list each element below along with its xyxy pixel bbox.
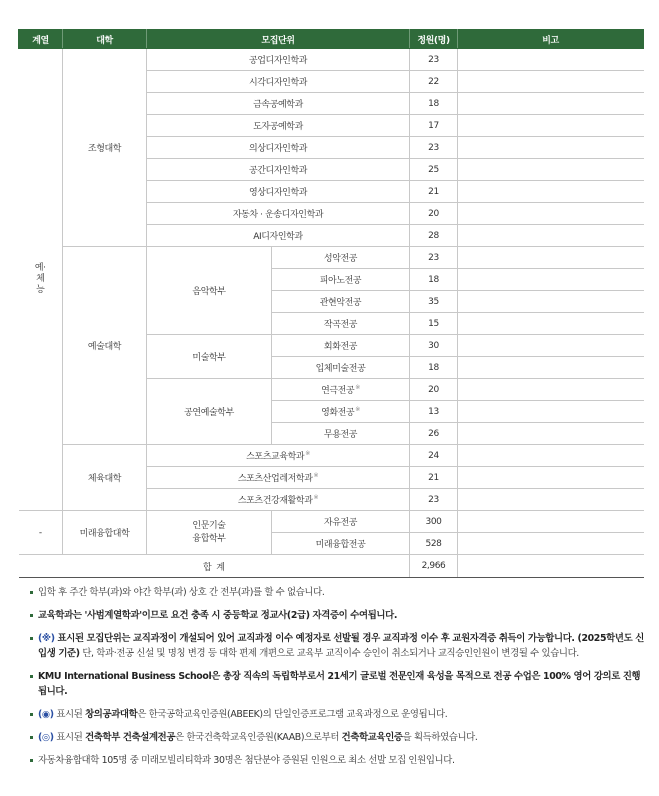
remarks-cell [458,555,644,578]
unit-cell [272,511,410,533]
total-label: 합 계 [19,555,410,578]
quota-cell: 17 [410,115,458,137]
bullet-icon [30,736,33,739]
bullet-icon [30,637,33,640]
remarks-cell [458,357,644,379]
circle-dot-symbol: (◉) [38,709,54,720]
bullet-icon [30,614,33,617]
note-text: 단, 학과·전공 신설 및 명칭 변경 등 대학 편제 개편으로 교육부 교직이수 승인이 취소되거나 교직승인인원이 변경될 수 있습니다. [79,648,579,659]
quota-cell: 300 [410,511,458,533]
unit-name: 자동차 · 운송디자인학과 [232,210,324,220]
remarks-cell [458,467,644,489]
note-6 [30,730,648,745]
unit-name: 시각디자인학과 [248,78,308,88]
quota-cell: 23 [410,247,458,269]
unit-name: 회화전공 [323,342,358,352]
quota-cell: 20 [410,203,458,225]
unit-name: 미래융합전공 [315,540,366,550]
unit-name: 영화전공 [321,408,355,418]
unit-cell [147,137,410,159]
note-4 [30,669,648,699]
unit-name: 금속공예학과 [253,100,303,110]
bullet-icon [30,759,33,762]
unit-cell [147,467,410,489]
quota-cell: 18 [410,269,458,291]
note-5 [30,707,648,722]
note-text: 표시된 [53,732,86,743]
asterisk-mark: ※ [355,406,360,413]
unit-name: 공간디자인학과 [248,166,308,176]
unit-name: 도자공예학과 [253,122,303,132]
unit-cell [147,93,410,115]
quota-cell: 15 [410,313,458,335]
division-cell: 공연예술학부 [147,379,272,445]
asterisk-mark: ※ [355,384,360,391]
note-text: 을 획득하였습니다. [402,732,478,743]
unit-cell [272,313,410,335]
unit-cell [147,115,410,137]
quota-cell: 24 [410,445,458,467]
note-bold-text: KMU International Business School은 총장 직속의 독립학부로서 21세기 글로벌 전문인재 육성을 목적으로 전공 수업은 100% 영어 강의로 진행됩니다. [38,671,641,697]
note-3 [30,631,648,661]
remarks-cell [458,423,644,445]
quota-cell: 18 [410,357,458,379]
quota-cell: 21 [410,467,458,489]
remarks-cell [458,159,644,181]
unit-name: 스포츠건강재활학과 [237,496,313,506]
quota-cell: 23 [410,49,458,71]
quota-cell: 20 [410,379,458,401]
unit-cell [147,489,410,511]
field-cell [19,49,63,511]
division-cell: 음악학부 [147,247,272,335]
remarks-cell [458,401,644,423]
quota-cell: 23 [410,137,458,159]
remarks-cell [458,49,644,71]
quota-cell: 26 [410,423,458,445]
remarks-cell [458,203,644,225]
asterisk-mark: ※ [305,450,310,457]
division-cell: 미술학부 [147,335,272,379]
double-circle-symbol: (◎) [38,732,54,743]
note-bold-text: 건축학부 건축설계전공 [85,732,176,743]
bullet-icon [30,675,33,678]
college-cell: 미래융합대학 [63,511,147,555]
total-value: 2,966 [410,555,458,578]
quota-cell: 13 [410,401,458,423]
remarks-cell [458,313,644,335]
note-bold-text: 표시된 모집단위는 교직과정이 개설되어 있어 교직과정 이수 예정자로 선발될 경우 교직과정 이수 후 교원자격증 취득이 가능합니다. (2025학년도 신입생 기준) [38,633,644,659]
unit-cell [272,269,410,291]
unit-cell [272,533,410,555]
unit-cell [272,247,410,269]
remarks-cell [458,71,644,93]
unit-name: 작곡전공 [323,320,358,330]
quota-cell: 35 [410,291,458,313]
unit-name: 연극전공 [321,386,355,396]
unit-name: 무용전공 [323,430,358,440]
unit-cell [272,357,410,379]
quota-cell: 25 [410,159,458,181]
unit-cell [147,225,410,247]
division-name: 인문기술 융합학부 [192,520,226,544]
unit-name: 자유전공 [323,518,358,528]
unit-cell [147,203,410,225]
table-body [19,49,644,578]
header-quota: 정원(명) [410,30,458,49]
remarks-cell [458,379,644,401]
remarks-cell [458,489,644,511]
quota-cell: 30 [410,335,458,357]
unit-name: 영상디자인학과 [248,188,308,198]
total-row [19,555,644,578]
unit-name: 의상디자인학과 [248,144,308,154]
remarks-cell [458,247,644,269]
remarks-cell [458,291,644,313]
unit-cell [272,401,410,423]
unit-name: 피아노전공 [319,276,362,286]
note-2 [30,608,648,623]
unit-cell [147,445,410,467]
bullet-icon [30,713,33,716]
remarks-cell [458,115,644,137]
quota-cell: 28 [410,225,458,247]
division-cell [147,511,272,555]
table-row [19,445,644,467]
header-remarks: 비고 [458,30,644,49]
asterisk-mark: ※ [313,494,319,501]
quota-cell: 22 [410,71,458,93]
remarks-cell [458,181,644,203]
quota-cell: 18 [410,93,458,115]
table-header-row [19,30,644,49]
note-text: 표시된 [53,709,86,720]
remarks-cell [458,225,644,247]
remarks-cell [458,511,644,533]
unit-name: 스포츠교육학과 [246,452,305,462]
note-text: 은 한국공학교육인증원(ABEEK)의 단일인증프로그램 교육과정으로 운영됩니다. [137,709,448,720]
header-unit: 모집단위 [147,30,410,49]
note-text: 입학 후 주간 학부(과)와 야간 학부(과) 상호 간 전부(과)를 할 수 없습니다. [38,587,325,598]
remarks-cell [458,137,644,159]
note-1 [30,585,648,600]
remarks-cell [458,533,644,555]
unit-name: 성악전공 [323,254,358,264]
unit-name: 공업디자인학과 [248,56,308,66]
unit-name: AI디자인학과 [253,232,303,242]
unit-cell [272,379,410,401]
admission-quota-table [18,29,644,578]
header-college: 대학 [63,30,147,49]
table-row [19,511,644,533]
header-field: 계열 [19,30,63,49]
college-cell: 체육대학 [63,445,147,511]
table-row [19,49,644,71]
note-7 [30,753,648,768]
remarks-cell [458,93,644,115]
unit-cell [147,181,410,203]
note-bold-text: 창의공과대학 [85,709,138,720]
quota-cell: 23 [410,489,458,511]
remarks-cell [458,269,644,291]
field-cell: - [19,511,63,555]
unit-cell [272,335,410,357]
note-text: 자동차융합대학 105명 중 미래모빌리티학과 30명은 첨단분야 증원된 인원으로 최소 선발 모집 인원입니다. [38,755,455,766]
unit-cell [272,291,410,313]
note-bold-text: 건축학교육인증 [341,732,403,743]
college-cell: 예술대학 [63,247,147,445]
unit-cell [147,71,410,93]
unit-cell [147,49,410,71]
note-text: 교육학과는 '사범계열학과'이므로 요건 충족 시 중등학교 정교사(2급) 자격증이 수여됩니다. [38,610,398,621]
asterisk-symbol: (※) [38,633,55,644]
unit-name: 입체미술전공 [315,364,366,374]
unit-name: 스포츠산업레저학과 [237,474,313,484]
unit-cell [272,423,410,445]
quota-cell: 21 [410,181,458,203]
remarks-cell [458,335,644,357]
remarks-cell [458,445,644,467]
table-row [19,247,644,269]
unit-name: 관현악전공 [319,298,362,308]
note-text: 은 한국건축학교육인증원(KAAB)으로부터 [175,732,342,743]
unit-cell [147,159,410,181]
quota-cell: 528 [410,533,458,555]
notes-list [30,585,648,776]
asterisk-mark: ※ [313,472,319,479]
college-cell: 조형대학 [63,49,147,247]
bullet-icon [30,591,33,594]
field-label: 예·체능 [34,263,46,295]
